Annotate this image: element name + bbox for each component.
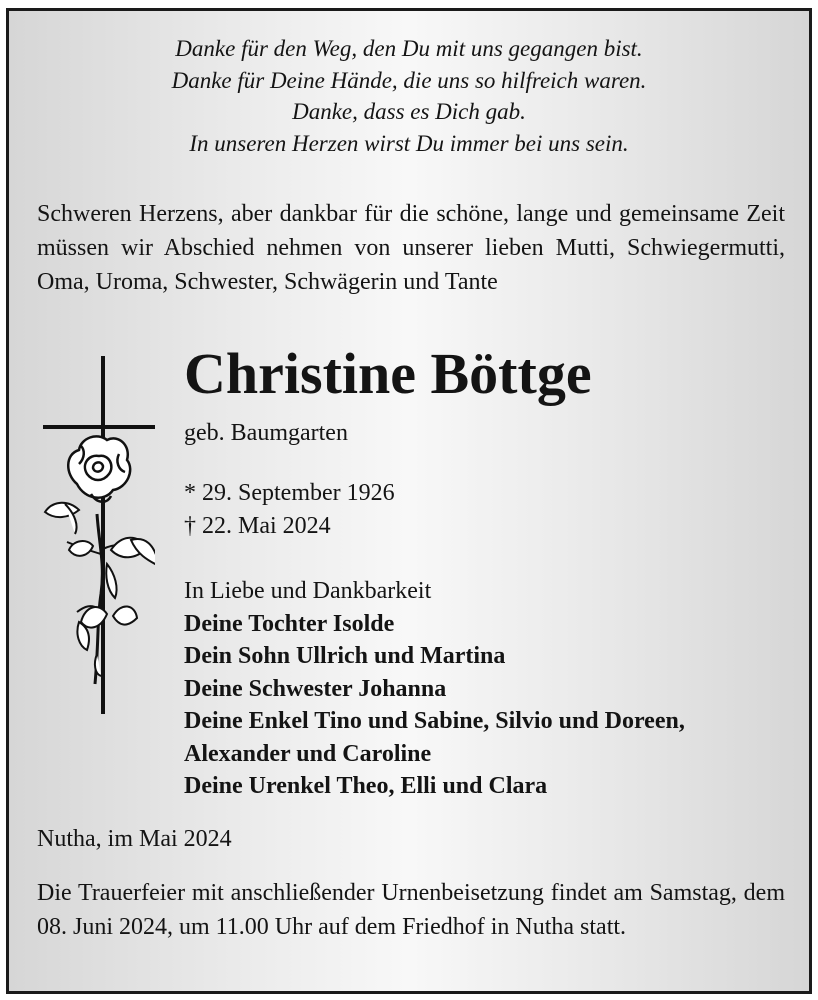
deceased-name: Christine Böttge bbox=[184, 341, 592, 406]
mourner-line: Deine Tochter Isolde bbox=[184, 610, 395, 637]
intro-text: Schweren Herzens, aber dankbar für die schöne, lange und gemeinsame Zeit müssen wir Abschied nehmen von unserer lieben Mutti, Schwiegermutti, Oma, Uroma, Schwester, Schwägerin und Tante bbox=[37, 201, 785, 295]
maiden-name: geb. Baumgarten bbox=[184, 420, 348, 446]
life-dates bbox=[184, 477, 395, 542]
mourner-line: Dein Sohn Ullrich und Martina bbox=[184, 643, 506, 669]
poem-line: Danke, dass es Dich gab. bbox=[292, 99, 526, 124]
poem-line: Danke für Deine Hände, die uns so hilfreich waren. bbox=[171, 67, 647, 93]
poem-line: Danke für den Weg, den Du mit uns gegangen bist. bbox=[175, 36, 643, 61]
mourners-list bbox=[184, 575, 685, 803]
birth-date: * 29. September 1926 bbox=[184, 480, 395, 506]
cross-with-rose-icon bbox=[35, 354, 155, 714]
mourner-line: Deine Schwester Johanna bbox=[184, 675, 447, 702]
poem-line: In unseren Herzen wirst Du immer bei uns sein. bbox=[189, 130, 629, 156]
mourner-line: Deine Urenkel Theo, Elli und Clara bbox=[184, 773, 548, 799]
mourners-intro: In Liebe und Dankbarkeit bbox=[184, 578, 432, 604]
obituary-notice bbox=[6, 8, 812, 994]
mourner-line: Alexander und Caroline bbox=[184, 740, 432, 767]
place-date: Nutha, im Mai 2024 bbox=[37, 826, 232, 852]
death-date: † 22. Mai 2024 bbox=[184, 512, 331, 539]
mourner-line: Deine Enkel Tino und Sabine, Silvio und Doreen, bbox=[184, 708, 685, 734]
poem bbox=[9, 33, 809, 159]
funeral-notice: Die Trauerfeier mit anschließender Urnenbeisetzung findet am Samstag, dem 08. Juni 2024, um 11.00 Uhr auf dem Friedhof in Nutha statt. bbox=[37, 880, 785, 940]
